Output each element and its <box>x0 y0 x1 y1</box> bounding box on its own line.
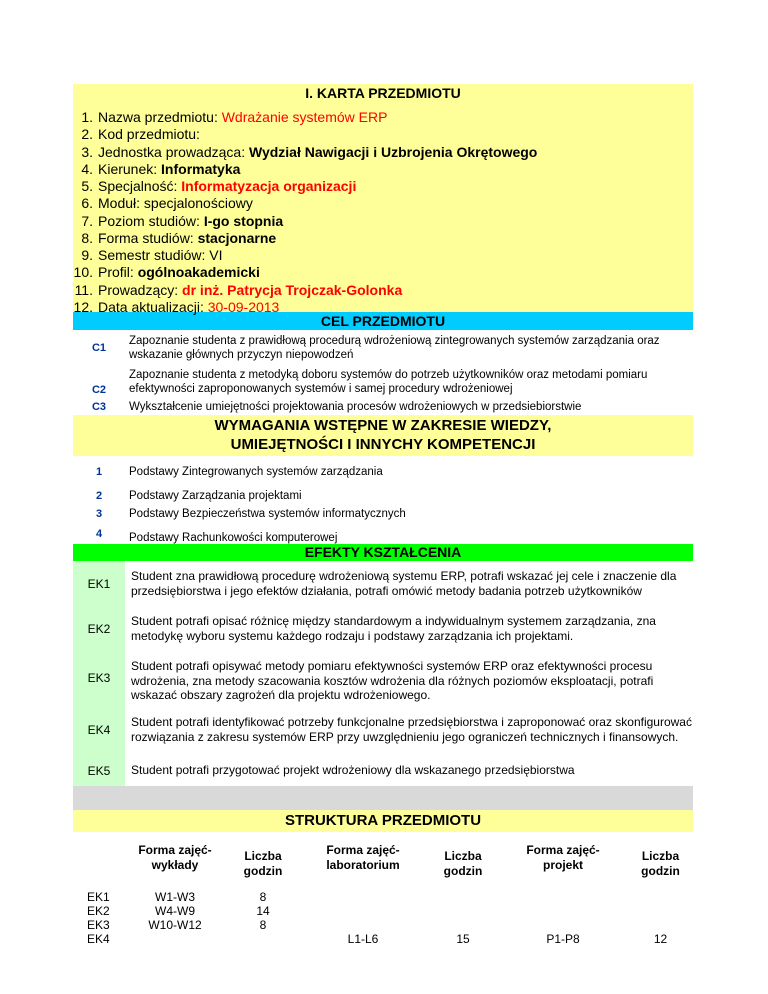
header-laboratorium <box>308 843 418 873</box>
efekty-row <box>73 755 693 786</box>
karta-item-number: 4. <box>81 160 93 177</box>
wymagania-title-line2: UMIEJĘTNOŚCI I INNYCHY KOMPETENCJI <box>230 436 536 453</box>
efekty-code: EK5 <box>73 755 125 786</box>
proj-cell: P1-P8 <box>546 932 580 946</box>
karta-item <box>73 299 537 316</box>
karta-item-number: 5. <box>81 178 93 194</box>
wymagania-text: Podstawy Rachunkowości komputerowej <box>129 532 338 544</box>
karta-item-value: Informatyka <box>161 160 241 177</box>
ek-label: EK1 <box>87 890 110 904</box>
separator-band <box>73 786 693 810</box>
header-liczba-line1: Liczba <box>641 849 680 863</box>
karta-item <box>73 178 537 195</box>
proj-godz-cell: 12 <box>653 932 668 946</box>
wyklady-cell: W10-W12 <box>148 918 202 932</box>
karta-title: I. KARTA PRZEDMIOTU <box>305 85 461 101</box>
wymagania-text: Podstawy Bezpieczeństwa systemów informatycznych <box>129 507 406 520</box>
karta-przedmiotu-section <box>73 84 693 315</box>
efekty-row <box>73 651 693 705</box>
wymagania-text: Podstawy Zintegrowanych systemów zarządzania <box>129 465 383 478</box>
karta-item <box>73 195 537 212</box>
wymagania-row <box>73 522 693 544</box>
efekty-code: EK2 <box>73 607 125 651</box>
karta-item <box>73 264 537 281</box>
karta-item-number: 3. <box>81 143 93 160</box>
header-liczba-line2: godzin <box>641 864 680 878</box>
karta-item-label: Moduł: specjalonościowy <box>98 195 253 212</box>
karta-item-number: 11. <box>74 281 93 298</box>
header-proj-line2: projekt <box>542 858 583 872</box>
karta-item-value: ogólnoakademicki <box>137 264 260 281</box>
struktura-ek-labels <box>87 890 110 946</box>
karta-item-label: Poziom studiów: <box>98 212 204 229</box>
cel-code: C1 <box>91 342 107 354</box>
efekty-header: EFEKTY KSZTAŁCENIA <box>73 544 693 561</box>
karta-list <box>73 109 537 316</box>
karta-item <box>73 213 537 230</box>
godz-cell: 14 <box>256 904 270 918</box>
cel-text: Wykształcenie umiejętności projektowania procesów wdrożeniowych w przedsiebiorstwie <box>129 400 582 413</box>
karta-item-value: I-go stopnia <box>203 212 284 229</box>
wymagania-header <box>73 415 693 456</box>
karta-item-number: 9. <box>81 247 93 263</box>
ek-label: EK2 <box>87 904 110 918</box>
karta-item-number: 8. <box>81 229 93 246</box>
header-liczba-godzin-2 <box>433 849 493 879</box>
header-wyklady-line1: Forma zajęć- <box>138 843 212 857</box>
wyklady-godz-values <box>233 890 293 932</box>
efekty-text: Student potrafi identyfikować potrzeby funkcjonalne przedsiębiorstwa i zaproponować oraz skonfigurować rozwiązania z zakresu systemów ERP przy uwzględnieniu jego ograniczeń technicznych i finansowych. <box>131 715 692 744</box>
cel-text: Zapoznanie studenta z prawidłową procedurą wdrożeniową zintegrowanych systemów zarządzania oraz wskazanie głównych przyczyn niepowodzeń <box>129 335 660 361</box>
karta-item-label: Specjalność: <box>98 178 182 194</box>
efekty-code: EK4 <box>73 705 125 755</box>
efekty-text: Student zna prawidłową procedurę wdrożeniową systemu ERP, potrafi wskazać jej cele i znaczenie dla przedsiębiorstwa i jego efektów działania, potrafi omówić metody badania potrzeb użytkowników <box>131 569 677 598</box>
wymagania-section <box>73 456 693 544</box>
ek-label: EK3 <box>87 918 110 932</box>
header-wyklady-line2: wykłady <box>151 858 199 872</box>
efekty-row <box>73 561 693 607</box>
header-proj-line1: Forma zajęć- <box>526 843 600 857</box>
struktura-header: STRUKTURA PRZEDMIOTU <box>73 810 693 832</box>
ek-label: EK4 <box>87 932 110 946</box>
struktura-table <box>73 832 693 952</box>
efekty-text: Student potrafi opisać różnicę między standardowym a indywidualnym systemem zarządzania, zna metodykę wyboru systemu każdego rodzaju i podstawy zarządzania ich projektami. <box>131 614 656 643</box>
header-liczba-godzin-1 <box>233 849 293 879</box>
wymagania-row <box>73 487 693 505</box>
efekty-section <box>73 561 693 786</box>
efekty-row <box>73 705 693 755</box>
cel-row <box>73 330 693 366</box>
wyklady-cell: W4-W9 <box>155 904 195 918</box>
karta-item-label: Kierunek: <box>98 160 162 177</box>
karta-item <box>73 161 537 178</box>
karta-item-label: Forma studiów: <box>98 229 198 246</box>
karta-item-number: 1. <box>81 109 93 125</box>
karta-item-label: Semestr studiów: VI <box>98 247 223 263</box>
karta-item-label: Nazwa przedmiotu: <box>98 109 222 125</box>
header-lab-line2: laboratorium <box>326 858 400 872</box>
karta-item <box>73 144 537 161</box>
efekty-text: Student potrafi opisywać metody pomiaru efektywności systemów ERP oraz efektywności procesu wdrożenia, zna metody szacowania kosztów wdrożenia dla różnych poziomów eksploatacji, potrafi wskazać obszary zagrożeń dla projektu wdrożeniowego. <box>131 658 654 703</box>
cel-row <box>73 398 693 415</box>
header-projekt <box>508 843 618 873</box>
karta-item-label: Jednostka prowadząca: <box>98 143 249 160</box>
karta-item-number: 10. <box>73 264 93 281</box>
header-lab-line1: Forma zajęć- <box>326 843 400 857</box>
karta-item-label: Kod przedmiotu: <box>98 126 200 143</box>
wymagania-title-line1: WYMAGANIA WSTĘPNE W ZAKRESIE WIEDZY, <box>214 417 552 434</box>
karta-item-label: Prowadzący: <box>98 281 183 298</box>
godz-cell: 8 <box>259 890 267 904</box>
header-wyklady <box>125 843 225 873</box>
cel-text: Zapoznanie studenta z metodyką doboru systemów do potrzeb użytkowników oraz metodami pomiaru efektywności zaproponowanych systemów i samej procedury wdrożeniowej <box>129 369 648 395</box>
header-liczba-line2: godzin <box>243 864 283 878</box>
document-page <box>73 84 693 952</box>
karta-item-value: stacjonarne <box>197 229 277 246</box>
wymagania-text: Podstawy Zarządzania projektami <box>129 490 302 502</box>
godz-cell: 8 <box>259 918 267 932</box>
karta-item-label: Profil: <box>98 264 138 281</box>
karta-item-value: Informatyzacja organizacji <box>181 178 357 194</box>
karta-item-number: 6. <box>81 195 93 212</box>
cel-code: C3 <box>91 400 107 413</box>
karta-item-number: 2. <box>81 126 93 143</box>
cel-przedmiotu-section <box>73 330 693 415</box>
karta-item-value: 30-09-2013 <box>207 298 280 315</box>
header-liczba-godzin-3 <box>628 849 693 879</box>
header-liczba-line1: Liczba <box>244 849 282 863</box>
wymagania-row <box>73 456 693 487</box>
efekty-text: Student potrafi przygotować projekt wdrożeniowy dla wskazanego przedsiębiorstwa <box>131 763 575 778</box>
wymagania-code: 3 <box>95 507 103 520</box>
karta-item <box>73 126 537 143</box>
karta-item <box>73 109 537 126</box>
cel-code: C2 <box>91 384 107 396</box>
wymagania-row <box>73 505 693 522</box>
efekty-code: EK3 <box>73 651 125 705</box>
karta-item-label: Data aktualizacji: <box>98 298 208 315</box>
karta-item-number: 12. <box>73 298 93 315</box>
karta-item <box>73 282 537 299</box>
karta-item-value: Wydział Nawigacji i Uzbrojenia Okrętowego <box>248 143 538 160</box>
lab-godz-cell: 15 <box>456 932 470 946</box>
cel-przedmiotu-header: CEL PRZEDMIOTU <box>73 312 693 330</box>
wymagania-code: 4 <box>95 528 103 540</box>
wyklady-values <box>125 890 225 932</box>
karta-item-value: Wdrażanie systemów ERP <box>221 109 388 125</box>
karta-item-value: dr inż. Patrycja Trojczak-Golonka <box>182 281 403 298</box>
wymagania-code: 2 <box>95 490 103 502</box>
wymagania-code: 1 <box>95 465 103 478</box>
lab-cell: L1-L6 <box>347 932 379 946</box>
header-liczba-line1: Liczba <box>444 849 482 863</box>
karta-item <box>73 247 537 264</box>
efekty-row <box>73 607 693 651</box>
karta-item-number: 7. <box>81 212 93 229</box>
karta-item <box>73 230 537 247</box>
wyklady-cell: W1-W3 <box>155 890 195 904</box>
header-liczba-line2: godzin <box>443 864 483 878</box>
cel-row <box>73 366 693 398</box>
efekty-code: EK1 <box>73 561 125 607</box>
